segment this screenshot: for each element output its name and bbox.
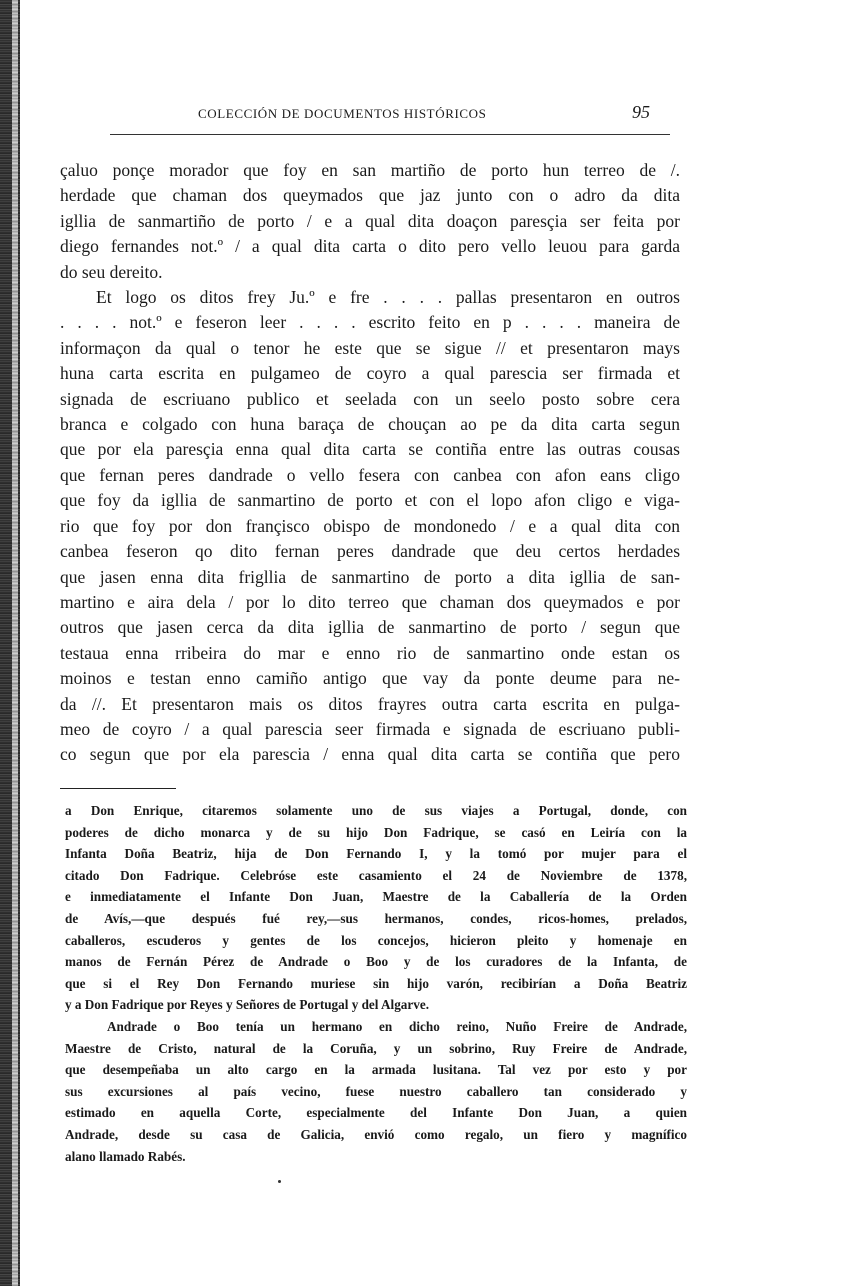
body-line: çaluo ponçe morador que foy en san martiño de porto hun terreo de /. bbox=[60, 160, 680, 180]
body-line: Et logo os ditos frey Ju.º e fre . . . . pallas presentaron en outros bbox=[96, 287, 680, 308]
print-speck bbox=[278, 1180, 281, 1183]
book-binding-edge bbox=[0, 0, 20, 1286]
footnote-line: manos de Fernán Pérez de Andrade o Boo y de los curadores de la Infanta, de bbox=[65, 954, 687, 970]
body-line: rio que foy por don françisco obispo de mondonedo / e a qual dita con bbox=[60, 515, 680, 536]
footnote-rule bbox=[60, 788, 176, 789]
running-title: COLECCIÓN DE DOCUMENTOS HISTÓRICOS bbox=[198, 106, 487, 121]
footnotes bbox=[65, 800, 687, 1167]
body-line: que foy da igllia de sanmartino de porto et con el lopo afon cligo e viga- bbox=[60, 490, 680, 511]
body-line: diego fernandes not.º / a qual dita carta o dito pero vello leuou para garda bbox=[60, 236, 680, 257]
body-line: informaçon da qual o tenor he este que se sigue // et presentaron mays bbox=[60, 337, 680, 358]
body-line: que fernan peres dandrade o vello fesera con canbea con afon eans cligo bbox=[60, 464, 680, 485]
body-line: que por ela paresçia enna qual dita carta se contiña entre las outras cousas bbox=[60, 439, 680, 460]
footnote-line: Andrade, desde su casa de Galicia, envió como regalo, un fiero y magnífico bbox=[65, 1126, 687, 1142]
body-line: canbea feseron qo dito fernan peres dandrade que deu certos herdades bbox=[60, 541, 680, 562]
footnote-line: poderes de dicho monarca y de su hijo Don Fadrique, se casó en Leiría con la bbox=[65, 824, 687, 840]
header-rule bbox=[110, 134, 670, 135]
body-text bbox=[60, 158, 680, 768]
body-line: outros que jasen cerca da dita igllia de sanmartino de porto / segun que bbox=[60, 617, 680, 638]
page-header bbox=[110, 102, 670, 130]
body-line: herdade que chaman dos queymados que jaz junto con o adro da dita bbox=[60, 185, 680, 206]
footnote-line: caballeros, escuderos y gentes de los concejos, hicieron pleito y homenaje en bbox=[65, 932, 687, 948]
footnote-line: Maestre de Cristo, natural de la Coruña, y un sobrino, Ruy Freire de Andrade, bbox=[65, 1040, 687, 1056]
footnote-line: y a Don Fadrique por Reyes y Señores de Portugal y del Algarve. bbox=[65, 997, 429, 1013]
body-line: da //. Et presentaron mais os ditos frayres outra carta escrita en pulga- bbox=[60, 693, 680, 714]
footnote-line: alano llamado Rabés. bbox=[65, 1148, 186, 1164]
body-line: igllia de sanmartiño de porto / e a qual dita doaçon paresçia ser feita por bbox=[60, 210, 680, 231]
footnote-line: e inmediatamente el Infante Don Juan, Maestre de la Caballería de la Orden bbox=[65, 889, 687, 905]
body-line: que jasen enna dita frigllia de sanmartino de porto a dita igllia de san- bbox=[60, 566, 680, 587]
footnote-line: estimado en aquella Corte, especialmente del Infante Don Juan, a quien bbox=[65, 1105, 687, 1121]
footnote-line: Andrade o Boo tenía un hermano en dicho reino, Nuño Freire de Andrade, bbox=[107, 1018, 687, 1034]
body-line: co segun que por ela parescia / enna qual dita carta se contiña que pero bbox=[60, 744, 680, 765]
body-line: meo de coyro / a qual parescia seer firmada e signada de escriuano publi- bbox=[60, 718, 680, 739]
body-line: martino e aira dela / por lo dito terreo que chaman dos queymados e por bbox=[60, 591, 680, 612]
footnote-line: Infanta Doña Beatriz, hija de Don Fernando I, y la tomó por mujer para el bbox=[65, 846, 687, 862]
body-line: do seu dereito. bbox=[60, 261, 163, 282]
body-line: branca e colgado con huna baraça de chouçan ao pe da dita carta segun bbox=[60, 414, 680, 435]
footnote-line: citado Don Fadrique. Celebróse este casamiento el 24 de Noviembre de 1378, bbox=[65, 867, 687, 883]
body-line: testaua enna rribeira do mar e enno rio de sanmartino onde estan os bbox=[60, 642, 680, 663]
footnote-line: sus excursiones al país vecino, fuese nuestro caballero tan considerado y bbox=[65, 1083, 687, 1099]
body-line: moinos e testan enno camiño antigo que vay da ponte deume para ne- bbox=[60, 668, 680, 689]
body-line: huna carta escrita en pulgameo de coyro a qual parescia ser firmada et bbox=[60, 363, 680, 384]
footnote-line: que si el Rey Don Fernando muriese sin hijo varón, recibirían a Doña Beatriz bbox=[65, 975, 687, 991]
footnote-line: que desempeñaba un alto cargo en la armada lusitana. Tal vez por esto y por bbox=[65, 1062, 687, 1078]
page-number: 95 bbox=[632, 102, 650, 122]
body-line: . . . . not.º e feseron leer . . . . escrito feito en p . . . . maneira de bbox=[60, 312, 680, 333]
footnote-line: a Don Enrique, citaremos solamente uno de sus viajes a Portugal, donde, con bbox=[65, 803, 687, 818]
body-line: signada de escriuano publico et seelada con un seelo posto sobre cera bbox=[60, 388, 680, 409]
footnote-line: de Avís,—que después fué rey,—sus hermanos, condes, ricos-homes, prelados, bbox=[65, 910, 687, 926]
